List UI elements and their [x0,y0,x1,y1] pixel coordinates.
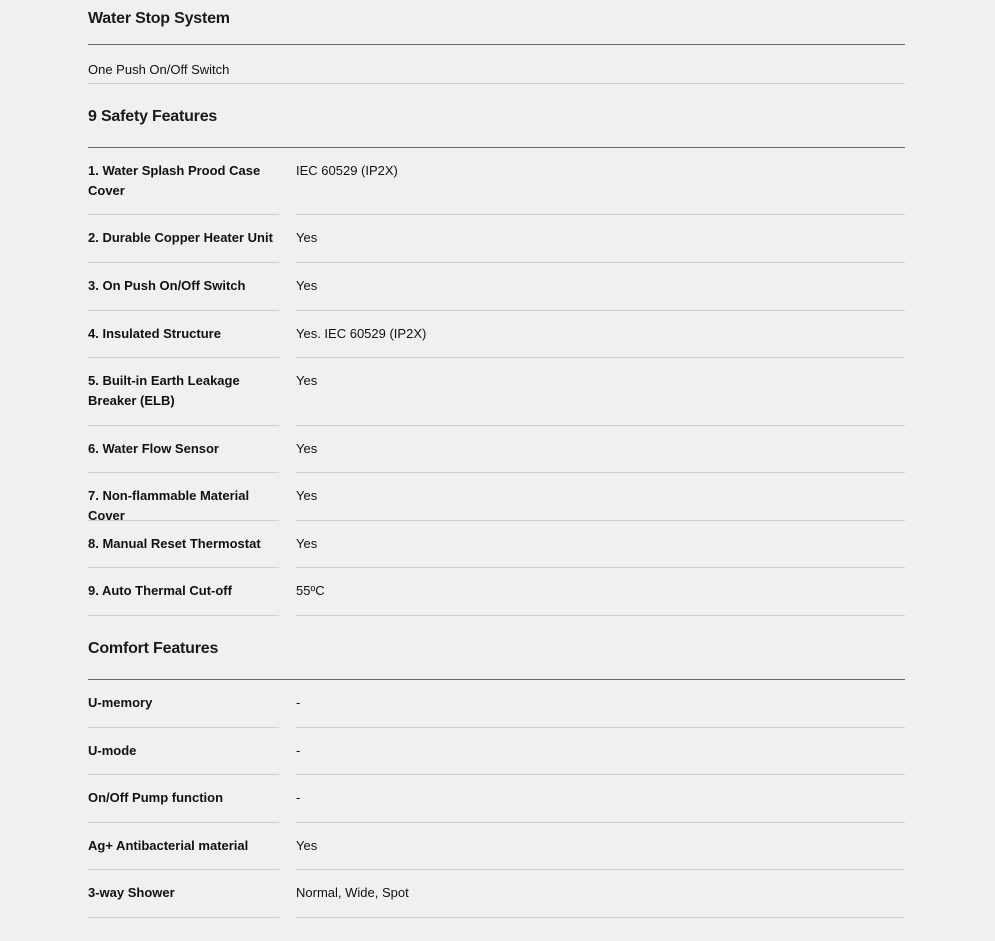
table-row [88,473,905,521]
comfort-title: Comfort Features [88,640,219,657]
comfort-table [88,680,905,918]
table-row [88,568,905,616]
table-row [88,823,905,870]
column-gap [279,728,296,775]
spec-label: 4. Insulated Structure [88,311,279,358]
spec-label: 3. On Push On/Off Switch [88,263,279,311]
table-row [88,728,905,775]
table-row [88,521,905,568]
table-row [88,215,905,263]
spec-value: 55ºC [296,568,905,616]
table-row [88,148,905,215]
spec-value: Yes [296,358,905,426]
water-stop-row [88,45,905,84]
spec-value: - [296,728,905,775]
spec-label: 3-way Shower [88,870,279,918]
column-gap [279,568,296,616]
safety-title: 9 Safety Features [88,108,218,125]
table-row [88,870,905,918]
spec-value: Yes [296,473,905,521]
column-gap [279,521,296,568]
spec-label: U-mode [88,728,279,775]
table-row [88,775,905,823]
column-gap [279,215,296,263]
spec-value: Yes [296,263,905,311]
spec-value: - [296,775,905,823]
spec-value: - [296,680,905,728]
spec-label: 2. Durable Copper Heater Unit [88,215,279,263]
spec-label: 7. Non-flammable Material Cover [88,473,279,521]
spec-label: U-memory [88,680,279,728]
column-gap [279,148,296,215]
spec-label: 8. Manual Reset Thermostat [88,521,279,568]
spec-value: Yes. IEC 60529 (IP2X) [296,311,905,358]
table-row [88,426,905,473]
table-row [88,263,905,311]
water-stop-title: Water Stop System [88,10,230,27]
column-gap [279,823,296,870]
column-gap [279,473,296,521]
safety-table [88,148,905,616]
spec-value: Normal, Wide, Spot [296,870,905,918]
section-title-comfort [88,616,905,680]
section-title-safety [88,84,905,148]
spec-label: On/Off Pump function [88,775,279,823]
column-gap [279,358,296,426]
spec-value: Yes [296,215,905,263]
column-gap [279,263,296,311]
column-gap [279,870,296,918]
spec-value: Yes [296,426,905,473]
table-row [88,311,905,358]
column-gap [279,311,296,358]
spec-label: Ag+ Antibacterial material [88,823,279,870]
spec-label: 9. Auto Thermal Cut-off [88,568,279,616]
spec-label: 1. Water Splash Prood Case Cover [88,148,279,215]
column-gap [279,775,296,823]
table-row [88,680,905,728]
spec-value: Yes [296,823,905,870]
spec-value: IEC 60529 (IP2X) [296,148,905,215]
table-row [88,358,905,426]
spec-label: 6. Water Flow Sensor [88,426,279,473]
spec-label: 5. Built-in Earth Leakage Breaker (ELB) [88,358,279,426]
section-title-water-stop [88,0,905,45]
water-stop-value: One Push On/Off Switch [88,62,230,77]
spec-value: Yes [296,521,905,568]
column-gap [279,680,296,728]
column-gap [279,426,296,473]
spec-sheet [88,0,905,918]
